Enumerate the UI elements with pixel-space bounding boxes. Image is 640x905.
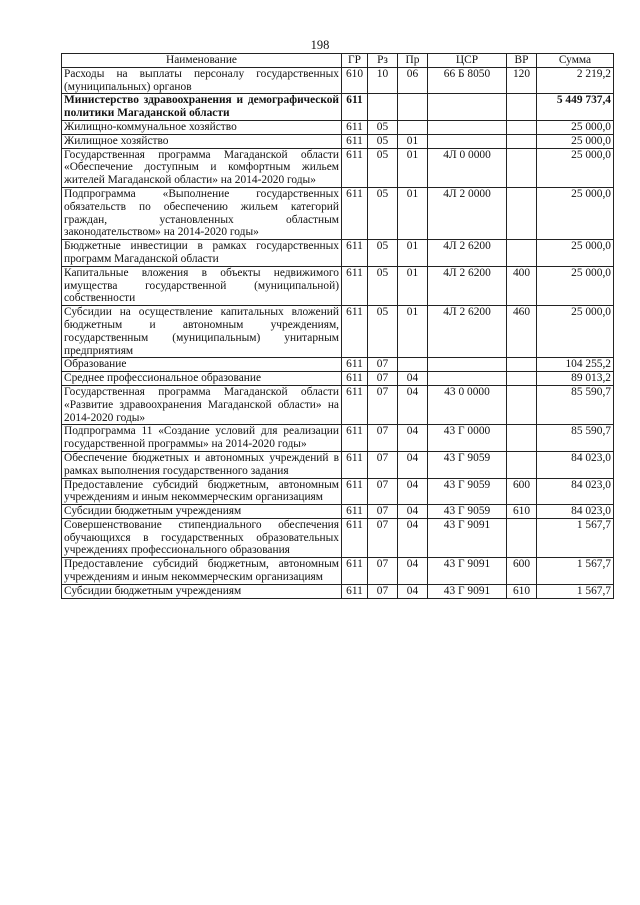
cell-rz: 05 — [368, 306, 398, 358]
cell-rz: 05 — [368, 148, 398, 187]
cell-csr: 4Л 2 6200 — [428, 240, 507, 267]
cell-vr — [507, 187, 537, 239]
cell-gr: 611 — [342, 584, 368, 598]
cell-gr: 611 — [342, 94, 368, 121]
cell-csr — [428, 358, 507, 372]
cell-gr: 611 — [342, 187, 368, 239]
cell-gr: 611 — [342, 425, 368, 452]
table-row — [62, 240, 614, 267]
cell-name: Предоставление субсидий бюджетным, автономным учреждениям и иным некоммерческим организациям — [62, 478, 342, 505]
cell-csr — [428, 372, 507, 386]
cell-name: Субсидии бюджетным учреждениям — [62, 505, 342, 519]
cell-sum: 25 000,0 — [537, 148, 614, 187]
cell-sum: 89 013,2 — [537, 372, 614, 386]
header-sum: Сумма — [537, 54, 614, 68]
cell-gr: 611 — [342, 372, 368, 386]
cell-gr: 611 — [342, 266, 368, 305]
cell-pr: 04 — [398, 425, 428, 452]
cell-pr: 01 — [398, 134, 428, 148]
cell-pr: 04 — [398, 558, 428, 585]
table-row — [62, 478, 614, 505]
table-row — [62, 187, 614, 239]
cell-gr: 611 — [342, 451, 368, 478]
cell-sum: 1 567,7 — [537, 518, 614, 557]
cell-gr: 611 — [342, 558, 368, 585]
cell-rz: 07 — [368, 358, 398, 372]
cell-rz: 07 — [368, 451, 398, 478]
cell-csr — [428, 120, 507, 134]
header-gr: ГР — [342, 54, 368, 68]
table-row — [62, 120, 614, 134]
table-row — [62, 385, 614, 424]
cell-rz: 05 — [368, 120, 398, 134]
cell-sum: 1 567,7 — [537, 584, 614, 598]
cell-csr: 4Л 2 6200 — [428, 306, 507, 358]
cell-vr: 600 — [507, 558, 537, 585]
cell-csr: 43 Г 9091 — [428, 518, 507, 557]
cell-vr: 400 — [507, 266, 537, 305]
cell-csr: 4Л 2 0000 — [428, 187, 507, 239]
cell-sum: 84 023,0 — [537, 505, 614, 519]
cell-gr: 611 — [342, 306, 368, 358]
cell-vr — [507, 94, 537, 121]
cell-sum: 84 023,0 — [537, 478, 614, 505]
cell-sum: 25 000,0 — [537, 240, 614, 267]
cell-vr — [507, 372, 537, 386]
cell-rz: 05 — [368, 134, 398, 148]
cell-rz: 05 — [368, 266, 398, 305]
cell-csr — [428, 94, 507, 121]
cell-csr: 43 Г 9059 — [428, 451, 507, 478]
cell-sum: 85 590,7 — [537, 385, 614, 424]
cell-pr: 04 — [398, 505, 428, 519]
table-row — [62, 134, 614, 148]
cell-name: Образование — [62, 358, 342, 372]
cell-name: Государственная программа Магаданской области «Обеспечение доступным и комфортным жильем жителей Магаданской области» на 2014-2020 годы» — [62, 148, 342, 187]
cell-name: Обеспечение бюджетных и автономных учреждений в рамках выполнения государственного задания — [62, 451, 342, 478]
cell-sum: 5 449 737,4 — [537, 94, 614, 121]
cell-gr: 611 — [342, 120, 368, 134]
header-rz: Рз — [368, 54, 398, 68]
cell-name: Совершенствование стипендиального обеспечения обучающихся в государственных образовательных учреждениях профессионального образования — [62, 518, 342, 557]
cell-name: Подпрограмма 11 «Создание условий для реализации государственной программы» на 2014-2020 годы» — [62, 425, 342, 452]
cell-name: Министерство здравоохранения и демографической политики Магаданской области — [62, 94, 342, 121]
table-row — [62, 558, 614, 585]
cell-pr: 01 — [398, 240, 428, 267]
cell-sum: 2 219,2 — [537, 67, 614, 94]
cell-csr — [428, 134, 507, 148]
cell-vr — [507, 134, 537, 148]
cell-name: Жилищно-коммунальное хозяйство — [62, 120, 342, 134]
cell-sum: 85 590,7 — [537, 425, 614, 452]
cell-name: Предоставление субсидий бюджетным, автономным учреждениям и иным некоммерческим организациям — [62, 558, 342, 585]
table-row — [62, 584, 614, 598]
cell-rz — [368, 94, 398, 121]
table-body — [62, 67, 614, 598]
cell-gr: 611 — [342, 478, 368, 505]
cell-name: Среднее профессиональное образование — [62, 372, 342, 386]
cell-sum: 25 000,0 — [537, 266, 614, 305]
cell-rz: 07 — [368, 584, 398, 598]
cell-csr: 66 Б 8050 — [428, 67, 507, 94]
cell-sum: 84 023,0 — [537, 451, 614, 478]
cell-pr: 01 — [398, 306, 428, 358]
cell-csr: 43 Г 9059 — [428, 505, 507, 519]
table-row — [62, 67, 614, 94]
cell-vr — [507, 518, 537, 557]
cell-pr: 04 — [398, 518, 428, 557]
cell-rz: 07 — [368, 385, 398, 424]
cell-vr — [507, 385, 537, 424]
cell-csr: 43 0 0000 — [428, 385, 507, 424]
cell-csr: 43 Г 0000 — [428, 425, 507, 452]
cell-rz: 07 — [368, 372, 398, 386]
cell-name: Субсидии на осуществление капитальных вложений бюджетным и автономным учреждениям, государственным (муниципальным) унитарным предприятиям — [62, 306, 342, 358]
cell-pr: 04 — [398, 478, 428, 505]
cell-vr — [507, 148, 537, 187]
cell-pr: 01 — [398, 148, 428, 187]
cell-sum: 1 567,7 — [537, 558, 614, 585]
header-vr: ВР — [507, 54, 537, 68]
cell-name: Расходы на выплаты персоналу государственных (муниципальных) органов — [62, 67, 342, 94]
cell-vr — [507, 240, 537, 267]
cell-csr: 43 Г 9091 — [428, 558, 507, 585]
cell-sum: 25 000,0 — [537, 306, 614, 358]
cell-sum: 25 000,0 — [537, 187, 614, 239]
cell-gr: 610 — [342, 67, 368, 94]
cell-rz: 07 — [368, 425, 398, 452]
cell-name: Субсидии бюджетным учреждениям — [62, 584, 342, 598]
cell-name: Капитальные вложения в объекты недвижимого имущества государственной (муниципальной) собственности — [62, 266, 342, 305]
budget-table — [61, 53, 614, 599]
cell-rz: 05 — [368, 187, 398, 239]
cell-rz: 07 — [368, 478, 398, 505]
table-row — [62, 94, 614, 121]
cell-rz: 10 — [368, 67, 398, 94]
table-row — [62, 451, 614, 478]
table-header-row — [62, 54, 614, 68]
header-pr: Пр — [398, 54, 428, 68]
cell-pr: 01 — [398, 187, 428, 239]
table-row — [62, 358, 614, 372]
cell-rz: 07 — [368, 558, 398, 585]
cell-vr — [507, 425, 537, 452]
cell-sum: 25 000,0 — [537, 120, 614, 134]
cell-vr — [507, 358, 537, 372]
table-row — [62, 425, 614, 452]
cell-gr: 611 — [342, 148, 368, 187]
table-row — [62, 505, 614, 519]
cell-gr: 611 — [342, 385, 368, 424]
cell-sum: 104 255,2 — [537, 358, 614, 372]
page-number: 198 — [310, 38, 330, 52]
table-row — [62, 148, 614, 187]
cell-vr — [507, 120, 537, 134]
cell-name: Жилищное хозяйство — [62, 134, 342, 148]
cell-rz: 07 — [368, 505, 398, 519]
cell-pr: 01 — [398, 266, 428, 305]
cell-sum: 25 000,0 — [537, 134, 614, 148]
header-csr: ЦСР — [428, 54, 507, 68]
cell-vr: 610 — [507, 505, 537, 519]
header-name: Наименование — [62, 54, 342, 68]
cell-pr: 04 — [398, 584, 428, 598]
cell-pr — [398, 120, 428, 134]
table-row — [62, 372, 614, 386]
cell-gr: 611 — [342, 240, 368, 267]
cell-gr: 611 — [342, 134, 368, 148]
cell-pr — [398, 358, 428, 372]
cell-csr: 4Л 0 0000 — [428, 148, 507, 187]
cell-csr: 4Л 2 6200 — [428, 266, 507, 305]
cell-vr: 120 — [507, 67, 537, 94]
table-row — [62, 266, 614, 305]
cell-gr: 611 — [342, 505, 368, 519]
cell-pr: 04 — [398, 385, 428, 424]
table-row — [62, 518, 614, 557]
cell-pr: 04 — [398, 451, 428, 478]
cell-rz: 07 — [368, 518, 398, 557]
cell-name: Подпрограмма «Выполнение государственных обязательств по обеспечению жильем категорий граждан, установленных областным законодательством» на 2014-2020 годы» — [62, 187, 342, 239]
cell-name: Бюджетные инвестиции в рамках государственных программ Магаданской области — [62, 240, 342, 267]
cell-vr: 600 — [507, 478, 537, 505]
cell-name: Государственная программа Магаданской области «Развитие здравоохранения Магаданской области» на 2014-2020 годы» — [62, 385, 342, 424]
cell-pr: 06 — [398, 67, 428, 94]
cell-vr — [507, 451, 537, 478]
cell-csr: 43 Г 9091 — [428, 584, 507, 598]
cell-gr: 611 — [342, 518, 368, 557]
cell-csr: 43 Г 9059 — [428, 478, 507, 505]
cell-gr: 611 — [342, 358, 368, 372]
cell-pr — [398, 94, 428, 121]
cell-vr: 610 — [507, 584, 537, 598]
cell-rz: 05 — [368, 240, 398, 267]
cell-vr: 460 — [507, 306, 537, 358]
cell-pr: 04 — [398, 372, 428, 386]
table-row — [62, 306, 614, 358]
